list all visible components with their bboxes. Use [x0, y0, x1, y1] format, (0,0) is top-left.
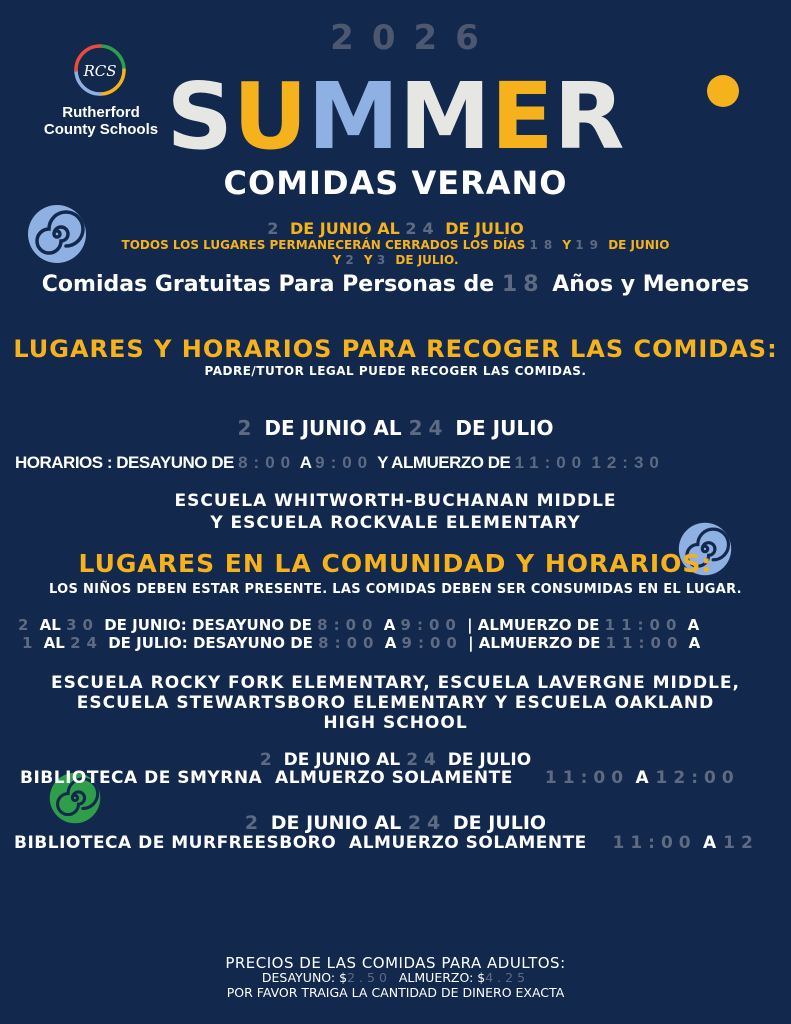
closed-text: DE JUNIO — [608, 238, 670, 252]
row-digit: 30 — [66, 616, 99, 634]
date-digit: 2 — [244, 812, 265, 834]
hours-line — [15, 453, 665, 473]
library2-line — [14, 833, 759, 853]
row-time: 9:00 — [401, 634, 463, 652]
closed-text: Y — [363, 253, 373, 267]
logo-line1: Rutherford — [62, 104, 140, 121]
date-text: DE JUNIO AL — [264, 416, 402, 440]
closed-digit: 19 — [575, 238, 604, 252]
section1-title: LUGARES Y HORARIOS PARA RECOGER LAS COMIDAS: — [13, 335, 778, 363]
closed-text: DE JULIO. — [395, 253, 459, 267]
closed-line2 — [0, 253, 791, 268]
library-text: ALMUERZO SOLAMENTE — [349, 833, 587, 853]
free-text: Comidas Gratuitas Para Personas de — [41, 272, 495, 297]
date-text: DE JULIO — [455, 416, 554, 440]
prices-note: POR FAVOR TRAIGA LA CANTIDAD DE DINERO EXACTA — [226, 985, 565, 1000]
logo-line2: County Schools — [43, 121, 159, 138]
date-digit: 24 — [408, 416, 449, 440]
prices-title: PRECIOS DE LAS COMIDAS PARA ADULTOS: — [225, 954, 566, 972]
year: 2026 — [330, 18, 497, 58]
date-text: DE JUNIO AL — [283, 750, 401, 770]
date-digit: 24 — [407, 812, 447, 834]
library-text: A — [703, 833, 717, 853]
school-list-2: ESCUELA ROCKY FORK ELEMENTARY, ESCUELA LAVERGNE MIDDLE, ESCUELA STEWARTSBORO ELEMENTARY Y ESCUELA OAKLAND HIGH SCHOOL — [50, 673, 741, 733]
library-name: BIBLIOTECA DE MURFREESBORO — [14, 833, 337, 853]
row-time: 11:00 — [605, 634, 684, 652]
library-text: A — [635, 768, 650, 788]
closed-line1 — [0, 238, 791, 253]
row-time: 9:00 — [400, 616, 462, 634]
library2-dates — [0, 812, 791, 834]
subtitle: COMIDAS VERANO — [223, 164, 568, 202]
date-text: DE JUNIO AL — [270, 812, 402, 834]
prices-line — [0, 970, 791, 985]
row-digit: 2 — [18, 616, 35, 634]
row-time: 11:00 — [604, 616, 683, 634]
row-text: AL — [39, 616, 61, 634]
date-text: DE JULIO — [452, 812, 547, 834]
row-text: A — [383, 616, 396, 634]
date-digit: 2 — [259, 750, 278, 770]
row-digit: 24 — [70, 634, 103, 652]
summer-letter: M — [307, 63, 400, 170]
summer-letter: E — [490, 63, 554, 170]
summer-letter: S — [166, 63, 233, 170]
schedule-row-july — [22, 634, 700, 652]
closed-notice — [0, 238, 791, 268]
row-digit: 1 — [22, 634, 39, 652]
hours-time: 8:00 — [238, 453, 297, 472]
summer-letter: M — [399, 63, 491, 170]
free-digit: 18 — [501, 272, 545, 297]
free-text: Años y Menores — [552, 272, 750, 297]
row-text: DE JULIO: DESAYUNO DE — [108, 634, 313, 652]
library-time: 12:00 — [655, 768, 740, 788]
school-list-1 — [0, 490, 791, 534]
hours-time: 9:00 — [315, 453, 374, 472]
price-label: DESAYUNO: $ — [261, 970, 348, 985]
summer-title — [0, 62, 791, 172]
date-digit: 24 — [406, 750, 442, 770]
closed-digit: 3 — [376, 253, 392, 267]
closed-text: Y — [332, 253, 342, 267]
summer-letter: U — [232, 63, 308, 170]
hours-text: HORARIOS : DESAYUNO DE — [15, 453, 234, 472]
section2-subtitle: LOS NIÑOS DEBEN ESTAR PRESENTE. LAS COMIDAS DEBEN SER CONSUMIDAS EN EL LUGAR. — [49, 582, 742, 597]
school-line: Y ESCUELA ROCKVALE ELEMENTARY — [210, 513, 581, 533]
closed-text: TODOS LOS LUGARES PERMANECERÁN CERRADOS LOS DÍAS — [121, 238, 526, 252]
row-time: 8:00 — [317, 616, 379, 634]
hours-time: 11:00 — [514, 453, 588, 472]
closed-digit: 2 — [345, 253, 360, 267]
library-time: 11:00 — [544, 768, 630, 788]
row-text: A — [688, 634, 701, 652]
closed-text: Y — [562, 238, 572, 252]
date-text: DE JULIO — [447, 750, 532, 770]
date-digit: 2 — [267, 219, 285, 238]
section2-title: LUGARES EN LA COMUNIDAD Y HORARIOS: — [78, 549, 713, 578]
date-digit: 2 — [237, 416, 258, 440]
date-digit: 24 — [405, 219, 440, 238]
row-text: | ALMUERZO DE — [467, 616, 600, 634]
row-text: A — [687, 616, 700, 634]
hours-text: Y ALMUERZO DE — [377, 453, 511, 472]
row-text: DE JUNIO: DESAYUNO DE — [104, 616, 312, 634]
section1-subtitle: PADRE/TUTOR LEGAL PUEDE RECOGER LAS COMIDAS. — [204, 364, 587, 378]
date-text: DE JULIO — [445, 219, 524, 238]
library1-dates — [0, 750, 791, 770]
library1-line — [20, 768, 740, 788]
schedule-row-june — [18, 616, 699, 634]
price-value: 4.25 — [485, 970, 530, 985]
hours-text: A — [299, 453, 311, 472]
row-text: AL — [43, 634, 65, 652]
row-time: 8:00 — [318, 634, 380, 652]
row-text: | ALMUERZO DE — [468, 634, 601, 652]
free-meals-line — [0, 272, 791, 297]
section1-dates — [0, 416, 791, 440]
closed-digit: 18 — [529, 238, 559, 252]
library-time: 11:00 — [612, 833, 697, 853]
library-name: BIBLIOTECA DE SMYRNA — [20, 768, 263, 788]
price-label: ALMUERZO: $ — [398, 970, 486, 985]
library-time: 12 — [723, 833, 759, 853]
price-value: 2.50 — [347, 970, 391, 985]
row-text: A — [384, 634, 397, 652]
summer-letter: R — [553, 63, 625, 170]
dates-main — [0, 219, 791, 238]
school-line: ESCUELA WHITWORTH-BUCHANAN MIDDLE — [174, 491, 617, 511]
logo-mark-text: RCS — [83, 62, 117, 80]
hours-time: 12:30 — [591, 453, 665, 472]
library-text: ALMUERZO SOLAMENTE — [275, 768, 513, 788]
date-text: DE JUNIO AL — [289, 219, 400, 238]
